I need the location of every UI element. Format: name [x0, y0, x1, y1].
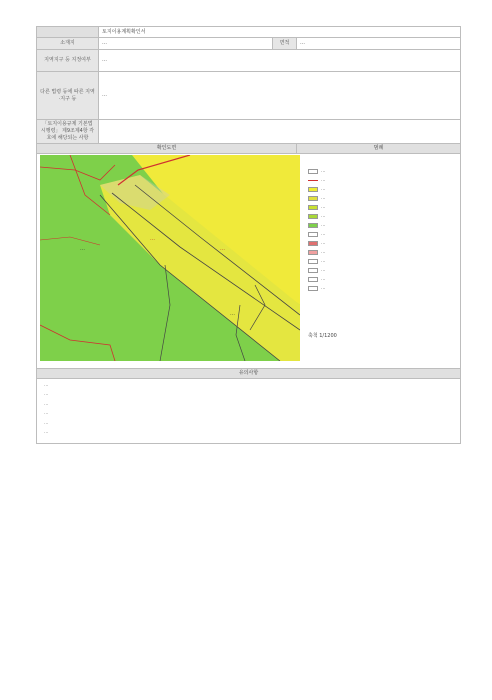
location-label: 소재지 — [37, 38, 99, 50]
map-scale: 축척 1/1200 — [308, 333, 337, 339]
legend-header: 범례 — [297, 144, 461, 154]
legend-label: … — [321, 223, 326, 228]
description-header: 유의사항 — [37, 369, 461, 379]
legend-swatch — [308, 250, 318, 255]
legend-label: … — [321, 196, 326, 201]
description-paragraph: … — [44, 392, 49, 398]
lot-value: … — [297, 38, 461, 50]
description-cell — [37, 379, 461, 444]
regulation-value — [99, 120, 461, 144]
legend-swatch — [308, 205, 318, 210]
map-label: … — [230, 311, 235, 317]
legend-label: … — [321, 178, 326, 183]
regulation-label: 「토지이용규제 기본법 시행령」 제9조제4항 각 호에 해당되는 사항 — [37, 120, 99, 144]
legend-swatch — [308, 277, 318, 282]
document-title-cell — [37, 27, 99, 38]
legend-label: … — [321, 259, 326, 264]
legend-swatch — [308, 286, 318, 291]
document-title: 토지이용계획확인서 — [99, 27, 461, 38]
legend — [308, 167, 326, 293]
lot-label: 면적 — [273, 38, 297, 50]
description-paragraph: … — [44, 411, 49, 417]
legend-item — [308, 257, 326, 266]
map-label: … — [150, 236, 155, 242]
legend-item — [308, 185, 326, 194]
zoning-value: … — [99, 50, 461, 72]
legend-item — [308, 221, 326, 230]
zoning-map — [40, 155, 300, 361]
legend-swatch — [308, 259, 318, 264]
legend-label: … — [321, 187, 326, 192]
legend-swatch — [308, 187, 318, 192]
legend-label: … — [321, 205, 326, 210]
legend-label: … — [321, 241, 326, 246]
legend-swatch — [308, 223, 318, 228]
legend-item — [308, 176, 326, 185]
legend-label: … — [321, 169, 326, 174]
legend-swatch — [308, 232, 318, 237]
other-law-value: … — [99, 72, 461, 120]
legend-label: … — [321, 232, 326, 237]
legend-item — [308, 167, 326, 176]
legend-item — [308, 266, 326, 275]
description-paragraph: … — [44, 383, 49, 388]
map-cell — [37, 154, 461, 369]
legend-item — [308, 248, 326, 257]
land-use-certificate — [36, 26, 460, 444]
map-label: … — [220, 246, 225, 252]
location-value: … — [99, 38, 273, 50]
legend-swatch — [308, 180, 318, 181]
legend-item — [308, 284, 326, 293]
zoning-label: 지역지구 등 지정여부 — [37, 50, 99, 72]
legend-label: … — [321, 250, 326, 255]
info-table — [36, 26, 461, 444]
legend-label: … — [321, 214, 326, 219]
description-paragraph: … — [44, 401, 49, 407]
legend-label: … — [321, 286, 326, 291]
legend-item — [308, 275, 326, 284]
legend-item — [308, 230, 326, 239]
map-label: … — [80, 246, 85, 252]
legend-item — [308, 203, 326, 212]
legend-swatch — [308, 214, 318, 219]
legend-item — [308, 194, 326, 203]
description-paragraph: … — [44, 420, 49, 426]
description-text — [40, 380, 457, 442]
legend-swatch — [308, 268, 318, 273]
legend-swatch — [308, 241, 318, 246]
other-law-label: 다른 법령 등에 따른 지역·지구 등 — [37, 72, 99, 120]
legend-label: … — [321, 277, 326, 282]
legend-item — [308, 212, 326, 221]
legend-swatch — [308, 169, 318, 174]
description-paragraph: … — [44, 430, 49, 436]
legend-swatch — [308, 196, 318, 201]
map-header: 확인도면 — [37, 144, 297, 154]
legend-label: … — [321, 268, 326, 273]
legend-item — [308, 239, 326, 248]
